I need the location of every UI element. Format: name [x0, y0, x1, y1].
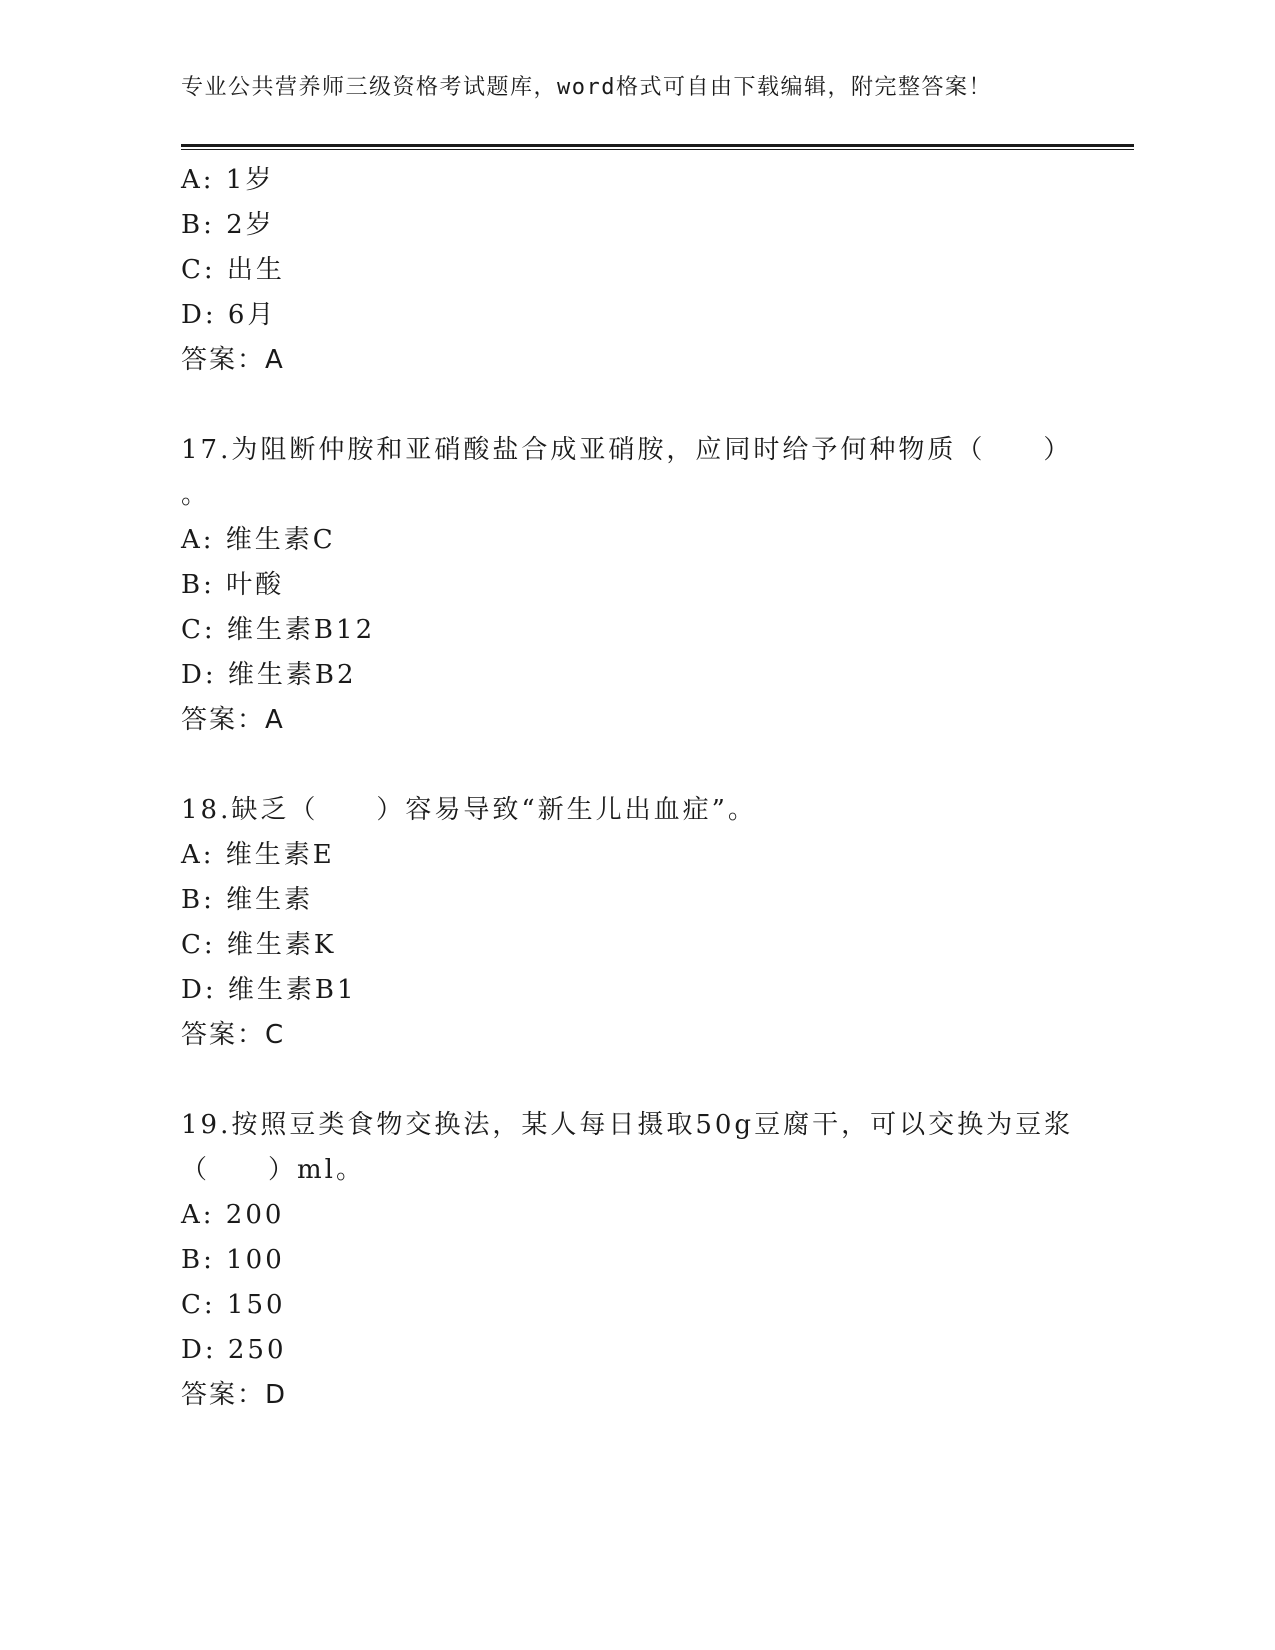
option-a: A: 维生素C [181, 525, 336, 555]
option-d: D: 维生素B2 [181, 660, 357, 690]
question-stem: 17.为阻断仲胺和亚硝酸盐合成亚硝胺，应同时给予何种物质（ ） [181, 435, 1073, 465]
spacer [181, 1058, 1121, 1103]
option-c: C: 维生素B12 [181, 615, 376, 645]
option-d: D: 250 [181, 1335, 287, 1365]
question-block-19 [181, 1103, 1121, 1418]
page-header: 专业公共营养师三级资格考试题库，word格式可自由下载编辑，附完整答案！ [181, 75, 992, 100]
option-b: B: 叶酸 [181, 570, 285, 600]
option-a: A: 200 [181, 1200, 285, 1230]
question-block-16 [181, 158, 1121, 383]
option-b: B: 维生素 [181, 885, 314, 915]
option-a: A: 维生素E [181, 840, 335, 870]
header-rule-thin [181, 149, 1134, 150]
spacer [181, 743, 1121, 788]
question-stem-continued: 。 [181, 480, 211, 510]
option-a: A: 1岁 [181, 165, 275, 195]
question-content [181, 158, 1121, 1418]
option-c: C: 150 [181, 1290, 286, 1320]
answer-line: 答案：A [181, 705, 285, 735]
answer-line: 答案：D [181, 1380, 288, 1410]
option-c: C: 维生素K [181, 930, 337, 960]
answer-line: 答案：C [181, 1020, 286, 1050]
question-block-17 [181, 428, 1121, 743]
answer-line: 答案：A [181, 345, 285, 375]
question-stem: 18.缺乏（ ）容易导致“新生儿出血症”。 [181, 795, 757, 825]
question-stem: 19.按照豆类食物交换法，某人每日摄取50g豆腐干，可以交换为豆浆 [181, 1110, 1074, 1140]
option-d: D: 6月 [181, 300, 277, 330]
question-stem-continued: （ ）ml。 [181, 1155, 365, 1185]
header-rule-thick [181, 144, 1134, 147]
option-b: B: 100 [181, 1245, 285, 1275]
option-c: C: 出生 [181, 255, 285, 285]
option-d: D: 维生素B1 [181, 975, 357, 1005]
option-b: B: 2岁 [181, 210, 275, 240]
question-block-18 [181, 788, 1121, 1058]
spacer [181, 383, 1121, 428]
